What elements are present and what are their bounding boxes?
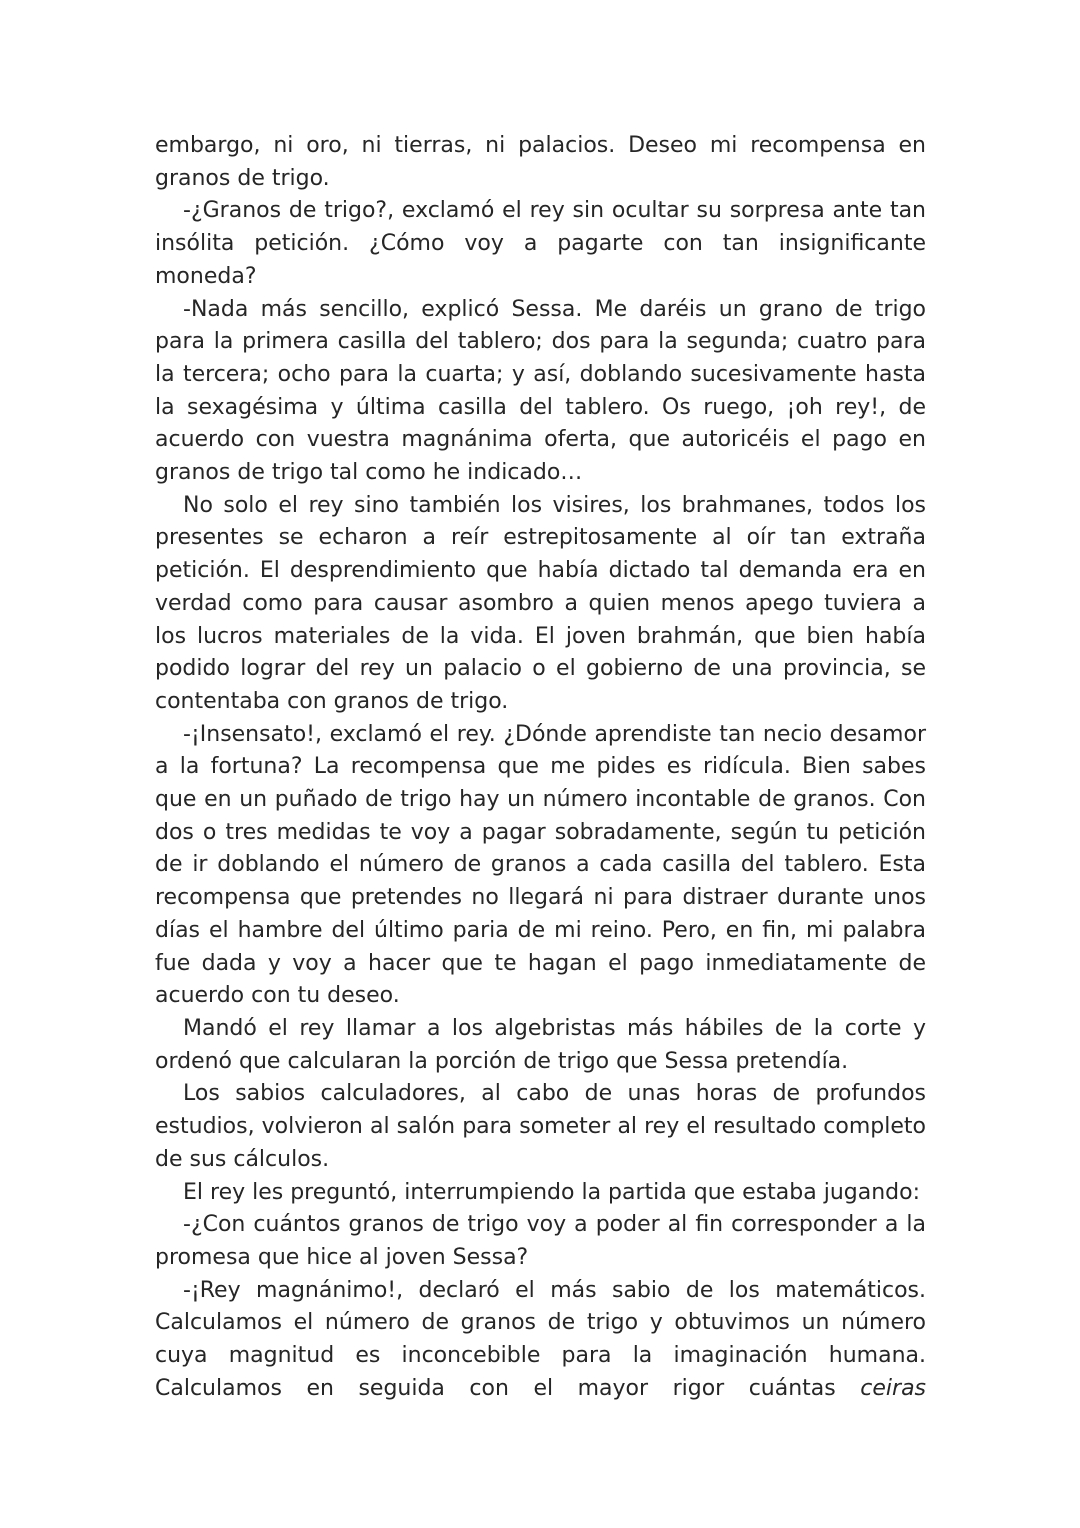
paragraph-1: embargo, ni oro, ni tierras, ni palacios. Deseo mi recompensa en granos de trigo. — [155, 133, 926, 191]
paragraph-7: Los sabios calculadores, al cabo de unas horas de profundos estudios, volvieron al salón para someter al rey el resultado completo de sus cálculos. — [155, 1081, 926, 1172]
paragraph-3: -Nada más sencillo, explicó Sessa. Me daréis un grano de trigo para la primera casilla del tablero; dos para la segunda; cuatro para la tercera; ocho para la cuarta; y así, doblando sucesivamente hasta la sexagésima y última casilla del tablero. Os ruego, ¡oh rey!, de acuerdo con vuestra magnánima oferta, que autoricéis el pago en granos de trigo tal como he indicado… — [155, 296, 926, 486]
paragraph-10 — [155, 1275, 926, 1406]
document-page — [155, 130, 926, 1405]
paragraph-10-text: -¡Rey magnánimo!, declaró el más sabio de los matemáticos. Calculamos el número de granos de trigo y obtuvimos un número cuya magnitud es inconcebible para la imaginación humana. Calculamos en seguida con el mayor rigor cuántas — [155, 1277, 926, 1401]
paragraph-2: -¿Granos de trigo?, exclamó el rey sin ocultar su sorpresa ante tan insólita petición. ¿Cómo voy a pagarte con tan insignificante moneda? — [155, 198, 926, 289]
paragraph-8: El rey les preguntó, interrumpiendo la partida que estaba jugando: — [183, 1179, 920, 1205]
paragraph-4: No solo el rey sino también los visires, los brahmanes, todos los presentes se echaron a reír estrepitosamente al oír tan extraña petición. El desprendimiento que había dictado tal demanda era en verdad como para causar asombro a quien menos apego tuviera a los lucros materiales de la vida. El joven brahmán, que bien había podido lograr del rey un palacio o el gobierno de una provincia, se contentaba con granos de trigo. — [155, 492, 926, 714]
paragraph-5: -¡Insensato!, exclamó el rey. ¿Dónde aprendiste tan necio desamor a la fortuna? La recompensa que me pides es ridícula. Bien sabes que en un puñado de trigo hay un número incontable de granos. Con dos o tres medidas te voy a pagar sobradamente, según tu petición de ir doblando el número de granos a cada casilla del tablero. Esta recompensa que pretendes no llegará ni para distraer durante unos días el hambre del último paria de mi reino. Pero, en fin, mi palabra fue dada y voy a hacer que te hagan el pago inmediatamente de acuerdo con tu deseo. — [155, 721, 926, 1009]
italic-word: ceiras — [860, 1375, 927, 1401]
paragraph-9: -¿Con cuántos granos de trigo voy a poder al fin corresponder a la promesa que hice al joven Sessa? — [155, 1212, 926, 1270]
paragraph-6: Mandó el rey llamar a los algebristas más hábiles de la corte y ordenó que calcularan la porción de trigo que Sessa pretendía. — [155, 1015, 926, 1074]
